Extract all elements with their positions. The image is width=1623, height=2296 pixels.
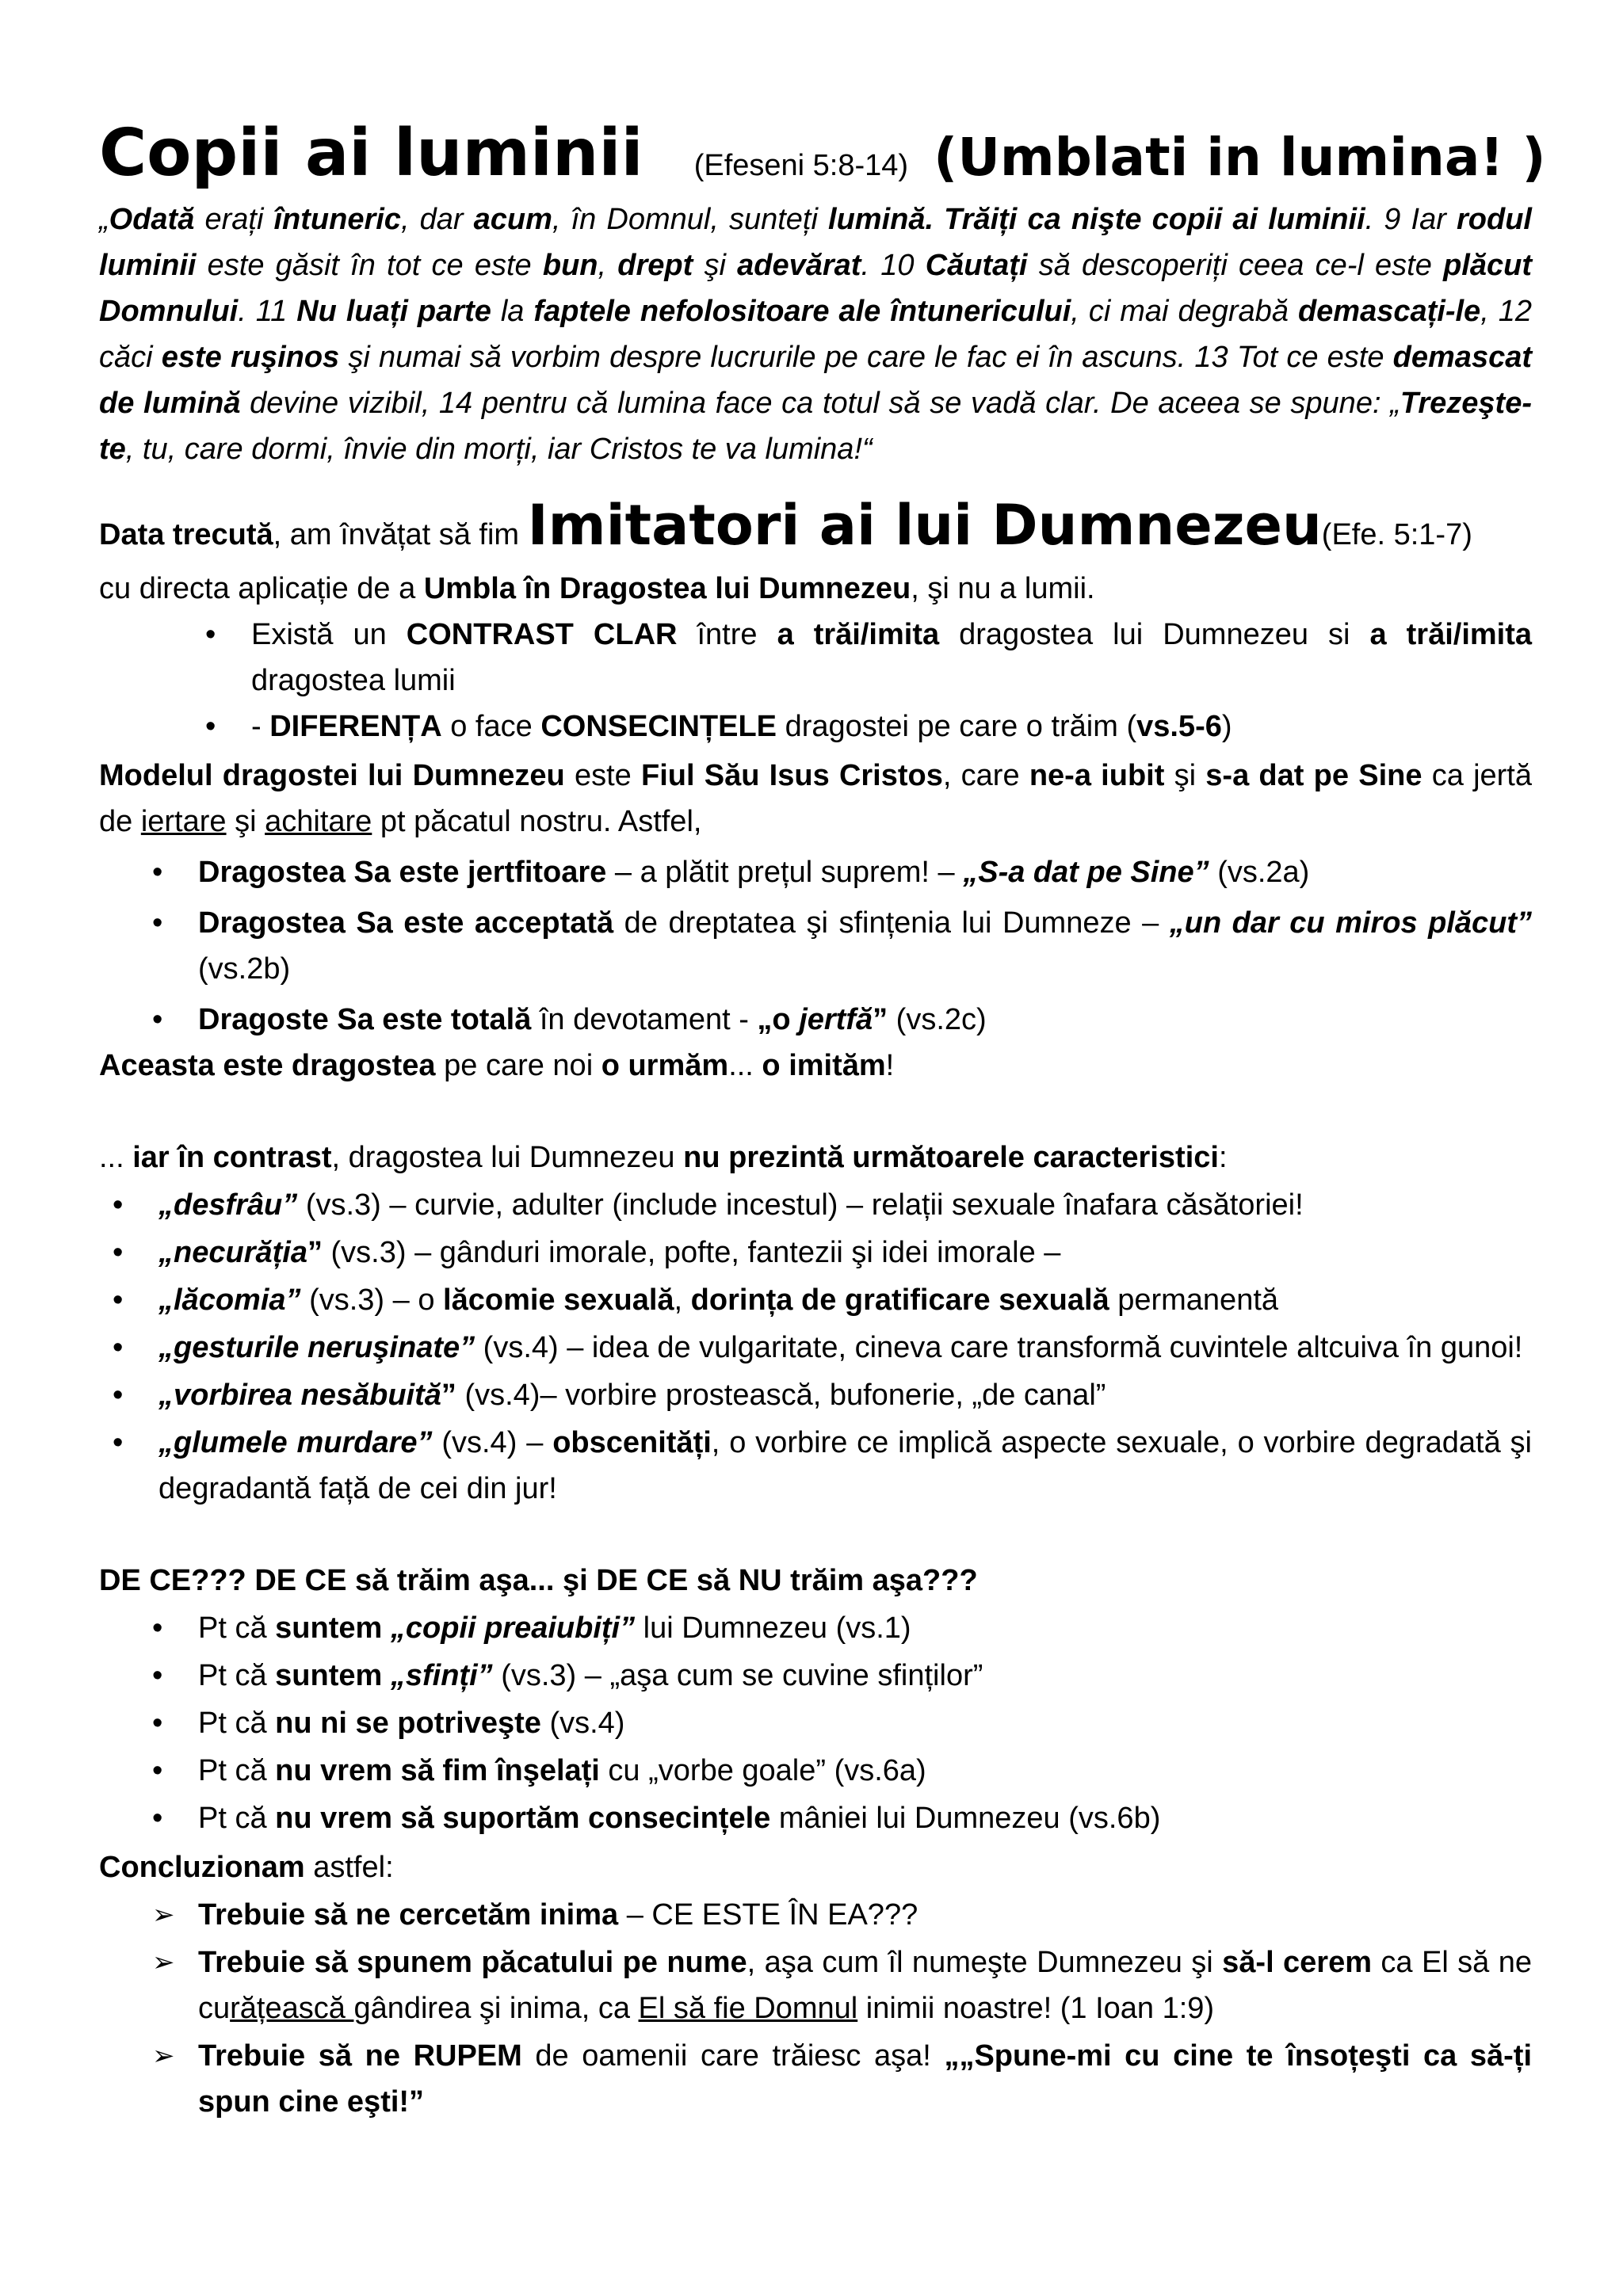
bullet-icon: • — [152, 906, 163, 940]
imitators-heading: Imitatori ai lui Dumnezeu — [527, 493, 1322, 558]
intro-application: cu directa aplicație de a Umbla în Dragostea lui Dumnezeu, şi nu a lumii. — [99, 572, 1095, 605]
model-paragraph: Modelul dragostei lui Dumnezeu este Fiul Său Isus Cristos, care ne-a iubit şi s-a dat pe Sine ca jertă de iertare şi achitare pt păcatul nostru. Astfel, — [99, 759, 1532, 838]
love-list — [99, 849, 1532, 1043]
bullet-icon: • — [205, 710, 216, 743]
list-item: • „gesturile neruşinate” (vs.4) – idea de vulgaritate, cineva care transformă cuvintele altcuiva în gunoi! — [158, 1325, 1532, 1371]
list-item: • „glumele murdare” (vs.4) – obscenități, o vorbire ce implică aspecte sexuale, o vorbire degradată şi degradantă față de cei din jur! — [158, 1420, 1532, 1512]
list-item: • Pt că suntem „copii preaiubiți” lui Dumnezeu (vs.1) — [198, 1605, 1532, 1651]
title-line — [99, 111, 1546, 196]
conclusion-intro: Concluzionam astfel: — [99, 1851, 394, 1884]
bullet-icon: • — [152, 1802, 163, 1835]
why-list — [99, 1605, 1532, 1841]
intro-line: Data trecută, am învățat să fim Imitatori ai lui Dumnezeu(Efe. 5:1-7) — [99, 493, 1472, 558]
vices-list — [99, 1182, 1532, 1512]
conclusion-list — [99, 1892, 1532, 2125]
bullet-icon: • — [205, 618, 216, 651]
list-item: • „desfrâu” (vs.3) – curvie, adulter (include incestul) – relații sexuale înafara căsătoriei! — [158, 1182, 1532, 1228]
list-item: • Dragostea Sa este acceptată de dreptatea şi sfințenia lui Dumneze – „un dar cu miros plăcut” (vs.2b) — [198, 900, 1532, 992]
contrast-intro: ... iar în contrast, dragostea lui Dumnezeu nu prezintă următoarele caracteristici: — [99, 1141, 1228, 1174]
bullet-icon: • — [152, 1659, 163, 1692]
bullet-icon: • — [152, 856, 163, 889]
contrast-list — [99, 612, 1532, 749]
bullet-icon: • — [113, 1188, 124, 1222]
bullet-icon: • — [113, 1426, 124, 1459]
bullet-icon: • — [152, 1611, 163, 1645]
list-item: • - DIFERENȚA o face CONSECINȚELE dragostei pe care o trăim (vs.5-6) — [251, 704, 1532, 749]
list-item: • Dragostea Sa este jertfitoare – a plătit prețul suprem! – „S-a dat pe Sine” (vs.2a) — [198, 849, 1532, 895]
list-item: • Pt că nu vrem să fim înşelați cu „vorbe goale” (vs.6a) — [198, 1748, 1532, 1794]
list-item: • „necurăția” (vs.3) – gânduri imorale, pofte, fantezii şi idei imorale – — [158, 1230, 1532, 1276]
arrow-icon: ➢ — [152, 1900, 175, 1930]
list-item: • Pt că nu ni se potriveşte (vs.4) — [198, 1700, 1532, 1746]
scripture-quote: „Odată erați întuneric, dar acum, în Domnul, sunteți lumină. Trăiți ca nişte copii ai luminii. 9 Iar rodul luminii este găsit în tot ce este bun, drept şi adevărat. 10 Căutați să descoperiți ceea ce-l este plăcut Domnului. 11 Nu luați parte la faptele nefolositoare ale întunericului, ci mai degrabă demascați-le, 12 căci este ruşinos şi numai să vorbim despre lucrurile pe care le fac ei în ascuns. 13 Tot ce este demascat de lumină devine vizibil, 14 pentru că lumina face ca totul să se vadă clar. De aceea se spune: „Trezeşte-te, tu, care dormi, învie din morți, iar Cristos te va lumina!“ — [99, 203, 1533, 466]
page-title: Copii ai luminii — [99, 116, 643, 191]
list-item: ➢ Trebuie să ne cercetăm inima – CE ESTE ÎN EA??? — [198, 1892, 1532, 1938]
list-item: ➢ Trebuie să spunem păcatului pe nume, aşa cum îl numeşte Dumnezeu şi să-l cerem ca El să ne curățească gândirea şi inima, ca El să fie Domnul inimii noastre! (1 Ioan 1:9) — [198, 1939, 1532, 2031]
bullet-icon: • — [113, 1331, 124, 1364]
bullet-icon: • — [152, 1754, 163, 1787]
why-heading: DE CE??? DE CE să trăim aşa... şi DE CE să NU trăim aşa??? — [99, 1564, 978, 1597]
list-item: • Dragoste Sa este totală în devotament - „o jertfă” (vs.2c) — [198, 997, 1532, 1043]
bullet-icon: • — [152, 1003, 163, 1036]
list-item: • Pt că nu vrem să suportăm consecințele mâniei lui Dumnezeu (vs.6b) — [198, 1795, 1532, 1841]
bullet-icon: • — [113, 1236, 124, 1269]
document-page — [99, 111, 1546, 2125]
list-item: • Există un CONTRAST CLAR între a trăi/imita dragostea lui Dumnezeu si a trăi/imita dragostea lumii — [251, 612, 1532, 704]
bullet-icon: • — [152, 1707, 163, 1740]
list-item: • „lăcomia” (vs.3) – o lăcomie sexuală, dorința de gratificare sexuală permanentă — [158, 1277, 1532, 1323]
list-item: • „vorbirea nesăbuită” (vs.4)– vorbire prostească, bufonerie, „de canal” — [158, 1372, 1532, 1418]
list-item: • Pt că suntem „sfinți” (vs.3) – „aşa cum se cuvine sfinților” — [198, 1653, 1532, 1699]
page-subtitle: (Umblati in lumina! ) — [934, 127, 1546, 188]
bullet-icon: • — [113, 1283, 124, 1317]
arrow-icon: ➢ — [152, 1947, 175, 1978]
list-item: ➢ Trebuie să ne RUPEM de oamenii care trăiesc aşa! „„Spune-mi cu cine te însoțeşti ca să-ți spun cine eşti!” — [198, 2033, 1532, 2125]
arrow-icon: ➢ — [152, 2041, 175, 2071]
title-reference: (Efeseni 5:8-14) — [693, 149, 909, 182]
summary-line: Aceasta este dragostea pe care noi o urmăm... o imităm! — [99, 1049, 895, 1082]
bullet-icon: • — [113, 1379, 124, 1412]
